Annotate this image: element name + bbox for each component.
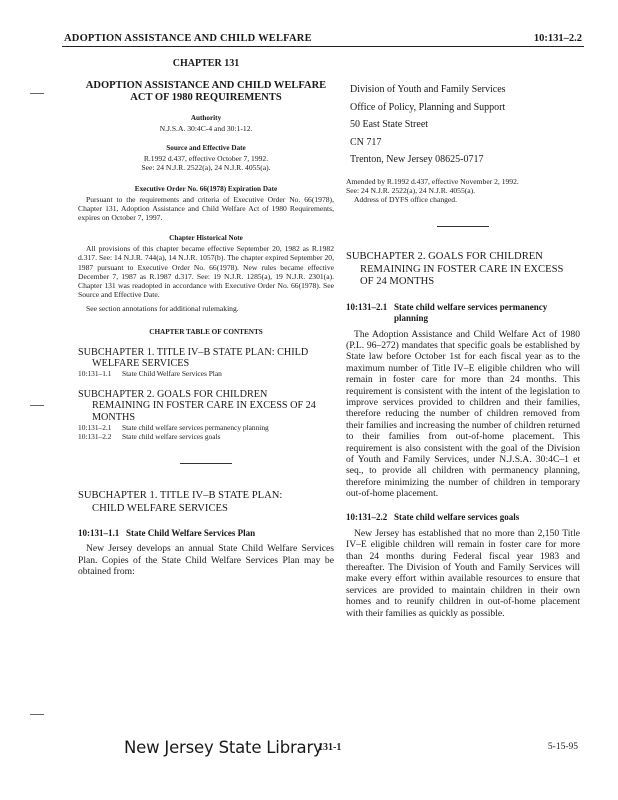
executive-order-text: Pursuant to the requirements and criteria of Executive Order No. 66(1978), Chapter 131, Adoption Assistance and Child Welfare Act of 1980 Requirements, expires on October 7, 1997.: [78, 194, 334, 223]
subchapter-heading-line: REMAINING IN FOSTER CARE IN EXCESS: [360, 263, 564, 275]
toc-subchapter-line: MONTHS: [92, 411, 136, 423]
address-line: 50 East State Street: [350, 119, 429, 130]
toc-subchapter-line: WELFARE SERVICES: [92, 358, 190, 370]
source-line: See: 24 N.J.R. 2522(a), 24 N.J.R. 4055(a).: [141, 163, 271, 173]
toc-label: CHAPTER TABLE OF CONTENTS: [149, 327, 263, 336]
toc-subchapter-1: [78, 347, 334, 370]
section-heading-2-2: [346, 512, 580, 523]
margin-mark: [30, 405, 44, 406]
toc-item-number: 10:131–1.1: [78, 369, 112, 379]
address-line: Trenton, New Jersey 08625-0717: [350, 154, 484, 165]
subchapter-1-heading: [78, 490, 334, 515]
section-heading-1-1: [78, 528, 334, 539]
source-label: Source and Effective Date: [166, 144, 246, 153]
chapter-title: [78, 80, 334, 104]
section-title: State child welfare services permanency planning: [394, 301, 548, 323]
toc-item-title: State child welfare services goals: [122, 431, 221, 441]
header-rule: [62, 46, 584, 47]
executive-order-label: Executive Order No. 66(1978) Expiration Date: [134, 184, 278, 193]
chapter-number: CHAPTER 131: [172, 58, 240, 69]
historical-note-see: See section annotations for additional rulemaking.: [86, 304, 239, 314]
toc-item-title: State Child Welfare Services Plan: [122, 369, 222, 379]
authority-text: N.J.S.A. 30:4C-4 and 30:1-12.: [159, 124, 253, 133]
section-1-1-text: New Jersey develops an annual State Child Welfare Services Plan. Copies of the State Child Welfare Services Plan may be obtained from:: [78, 543, 334, 578]
historical-note-label: Chapter Historical Note: [169, 234, 243, 243]
source-text: [78, 154, 334, 172]
toc-item[interactable]: [78, 370, 334, 379]
running-header-section: 10:131–2.2: [533, 33, 582, 44]
section-title: State Child Welfare Services Plan: [126, 528, 256, 539]
toc-item-title: State child welfare services permanency planning: [122, 423, 269, 433]
toc-subchapter-line: REMAINING IN FOSTER CARE IN EXCESS OF 24: [92, 400, 316, 412]
section-number: 10:131–2.2: [346, 511, 388, 522]
toc-subchapter-2: [78, 389, 334, 423]
revision-date: 5-15-95: [547, 742, 578, 752]
margin-mark: [30, 93, 44, 94]
subchapter-2-heading: [346, 251, 580, 289]
margin-mark: [30, 714, 44, 715]
section-title: State child welfare services goals: [394, 511, 520, 522]
address-line: CN 717: [350, 136, 382, 148]
section-heading-2-1: [346, 302, 580, 324]
amendment-line: Address of DYFS office changed.: [354, 194, 457, 204]
amendment-line: See: 24 N.J.R. 2522(a), 24 N.J.R. 4055(a).: [346, 185, 476, 195]
left-column: [78, 58, 334, 578]
page-number: 131-1: [318, 742, 342, 753]
subchapter-heading-line: SUBCHAPTER 2. GOALS FOR CHILDREN: [346, 251, 543, 263]
section-number: 10:131–1.1: [78, 528, 120, 539]
toc-item-number: 10:131–2.1: [78, 423, 112, 433]
section-divider: [180, 463, 232, 464]
source-line: R.1992 d.437, effective October 7, 1992.: [143, 154, 269, 164]
address-line: Office of Policy, Planning and Support: [350, 101, 506, 113]
chapter-title-line: ADOPTION ASSISTANCE AND CHILD WELFARE: [85, 80, 327, 91]
authority-label: Authority: [190, 114, 222, 122]
amendment-note: [346, 177, 580, 205]
section-2-1-text: The Adoption Assistance and Child Welfare Act of 1980 (P.L. 96–272) mandates that specific goals be established by State law before October 1st for each fiscal year as to the maximum number of Title IV–E eligible children who will remain in foster care for more than 24 months. This requirement is consistent with the intent of the legislation to improve services provided to children and their families, therefore reducing the number of children removed from their families and increasing the number of children returned to their families from out-of-home placement. This requirement is also consistent with the goal of the Division of Youth and Family Services, under N.J.S.A. 30:4C–1 et seq., to provide all children with permanency planning, therefore minimizing the number of children in temporary out-of-home placement.: [346, 328, 580, 500]
toc-item[interactable]: [78, 433, 334, 442]
section-2-2-text: New Jersey has established that no more than 2,150 Title IV–E eligible children will remain in foster care for more than 24 months during Federal fiscal year 1983 and thereafter. The Division of Youth and Family Services will make every effort within available resources to ensure that services are provided to maintain children in their own homes and to reunify children in out-of-home placement with their families as quickly as possible.: [346, 527, 580, 619]
subchapter-heading-line: OF 24 MONTHS: [360, 276, 435, 288]
right-column: [346, 81, 580, 619]
chapter-title-line: ACT OF 1980 REQUIREMENTS: [130, 92, 282, 103]
toc-subchapter-line: SUBCHAPTER 1. TITLE IV–B STATE PLAN: CHILD: [78, 346, 309, 358]
historical-note-text: All provisions of this chapter became effective September 20, 1982 as R.1982 d.317. See: 14 N.J.R. 744(a), 14 N.J.R. 1057(b). The chapter expired September 20, 1987 pursuant to Executive Order No. 66(1978). New rules became effective December 7, 1987 as R.1987 d.317. See: 19 N.J.R. 1285(a), 19 N.J.R. 2301(a). Chapter 131 was readopted in accordance with Executive Order No. 66(1978). See Source and Effective Date.: [78, 244, 334, 300]
subchapter-heading-line: CHILD WELFARE SERVICES: [92, 502, 228, 514]
amendment-line: Amended by R.1992 d.437, effective November 2, 1992.: [346, 176, 519, 186]
address-line: Division of Youth and Family Services: [350, 84, 506, 95]
section-number: 10:131–2.1: [346, 301, 388, 312]
section-divider: [437, 226, 489, 227]
subchapter-heading-line: SUBCHAPTER 1. TITLE IV–B STATE PLAN:: [78, 490, 283, 502]
toc-subchapter-line: SUBCHAPTER 2. GOALS FOR CHILDREN: [78, 389, 268, 401]
running-header-title: ADOPTION ASSISTANCE AND CHILD WELFARE: [64, 33, 312, 44]
toc-item-number: 10:131–2.2: [78, 431, 112, 441]
library-stamp: New Jersey State Library: [124, 738, 323, 757]
dyfs-address: [346, 81, 580, 169]
